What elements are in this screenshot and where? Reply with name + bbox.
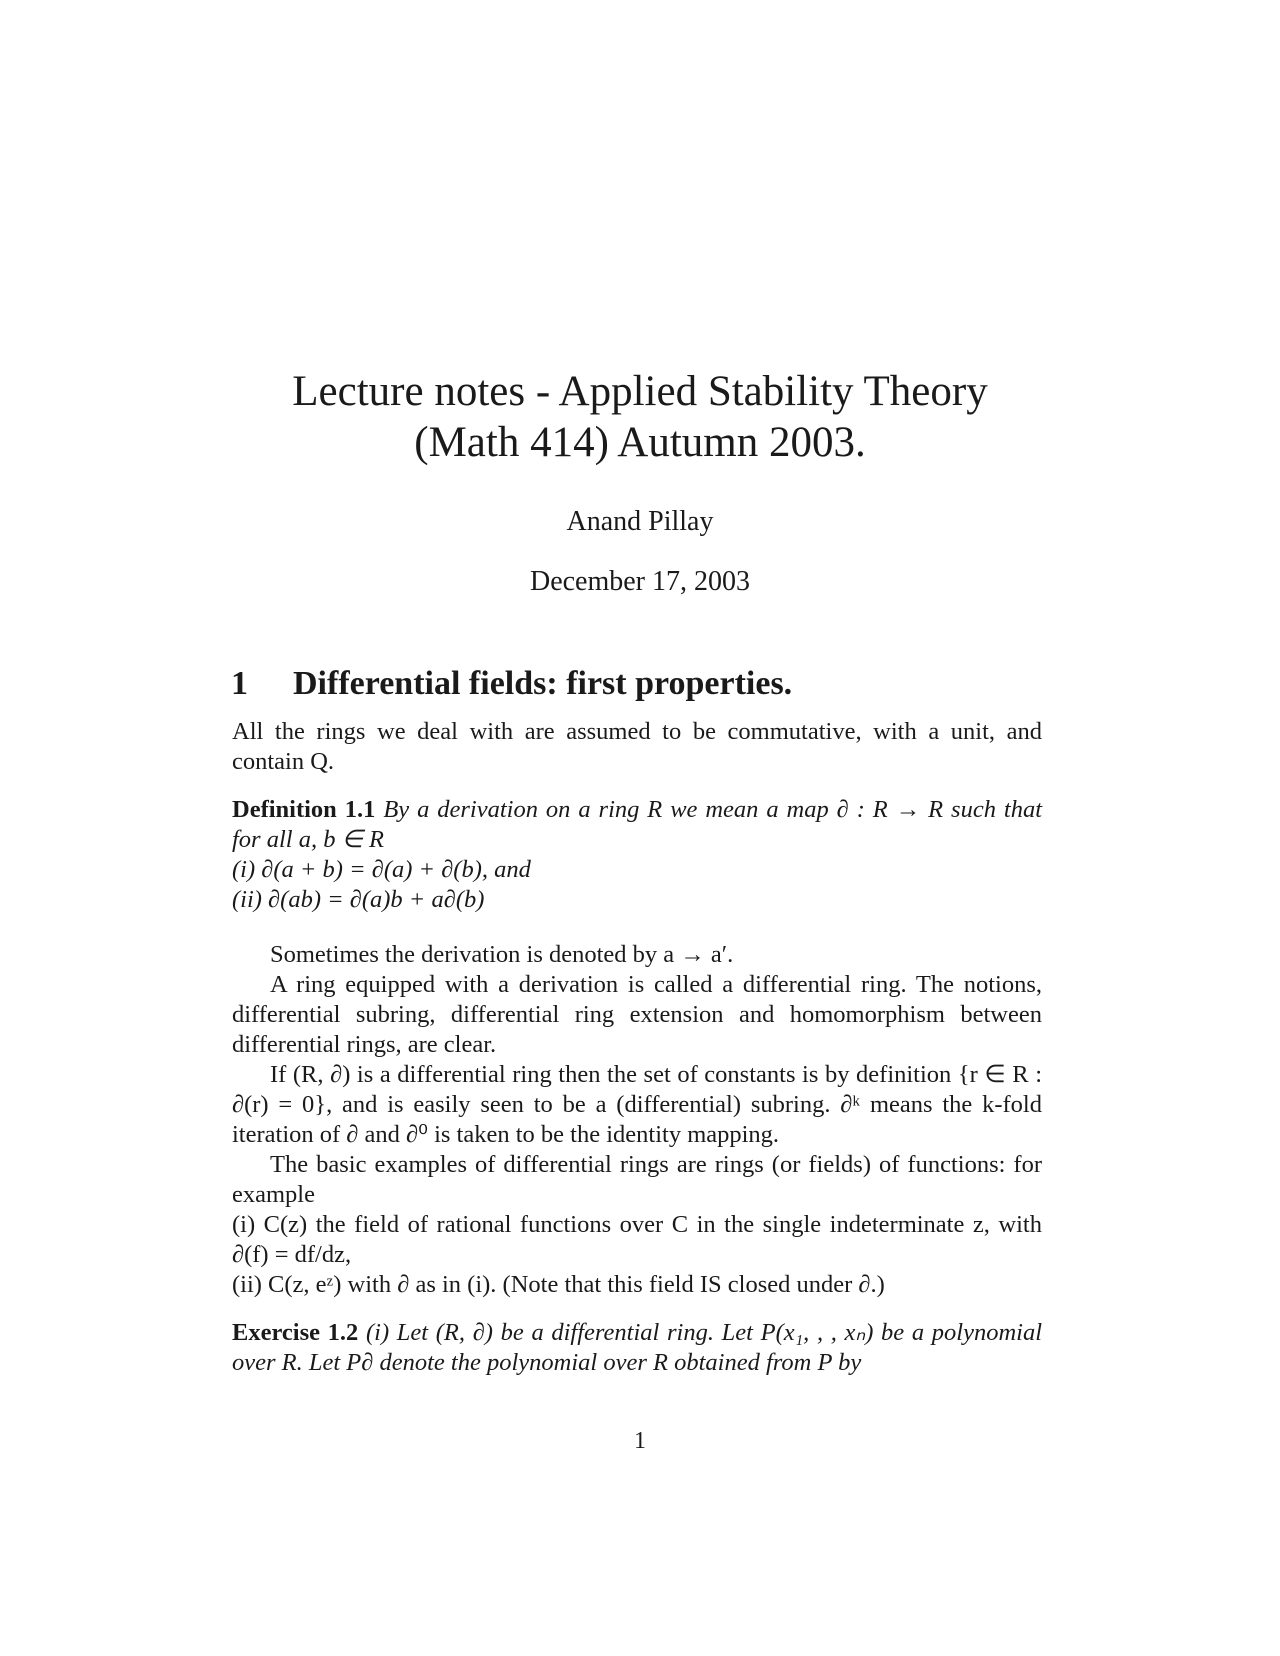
exercise-label: Exercise 1.2 xyxy=(232,1319,359,1346)
paragraph-notation: Sometimes the derivation is denoted by a → a′. xyxy=(270,941,734,968)
document-date: December 17, 2003 xyxy=(529,566,751,597)
paragraph-examples: The basic examples of differential rings are rings (or fields) of functions: for example xyxy=(232,1151,1042,1208)
definition-label: Definition 1.1 xyxy=(232,796,376,823)
section-heading xyxy=(231,665,792,703)
section-number: 1 xyxy=(231,665,248,702)
example-ii: (ii) C(z, eᶻ) with ∂ as in (i). (Note that this field IS closed under ∂.) xyxy=(232,1271,885,1298)
document-title xyxy=(0,366,1280,468)
author-name: Anand Pillay xyxy=(566,506,714,537)
exercise-block xyxy=(232,1318,1042,1378)
body-text xyxy=(232,940,1042,1300)
definition-item-ii: (ii) ∂(ab) = ∂(a)b + a∂(b) xyxy=(232,886,485,913)
example-i: (i) C(z) the field of rational functions over C in the single indeterminate z, with ∂(f) = df/dz, xyxy=(232,1211,1042,1268)
title-line-2: (Math 414) Autumn 2003. xyxy=(414,419,866,466)
intro-paragraph: All the rings we deal with are assumed to be commutative, with a unit, and contain Q. xyxy=(232,718,1042,775)
paragraph-differential-ring: A ring equipped with a derivation is called a differential ring. The notions, differential subring, differential ring extension and homomorphism between differential rings, are clear. xyxy=(232,971,1042,1058)
definition-text: By a derivation on a ring R we mean a map ∂ : R → R such that for all a, b ∈ R xyxy=(232,796,1043,853)
definition-block xyxy=(232,795,1042,915)
page-number: 1 xyxy=(634,1428,646,1454)
exercise-text: (i) Let (R, ∂) be a differential ring. Let P(x₁, , , xₙ) be a polynomial over R. Let P∂ denote the polynomial over R obtained from P by xyxy=(232,1319,1043,1376)
section-title: Differential fields: first properties. xyxy=(293,665,793,702)
definition-item-i: (i) ∂(a + b) = ∂(a) + ∂(b), and xyxy=(232,856,531,883)
title-line-1: Lecture notes - Applied Stability Theory xyxy=(292,368,988,415)
paragraph-constants: If (R, ∂) is a differential ring then the set of constants is by definition {r ∈ R : ∂(r) = 0}, and is easily seen to be a (differential) subring. ∂ᵏ means the k-fold iteration of ∂ and ∂⁰ is taken to be the identity mapping. xyxy=(232,1061,1042,1148)
